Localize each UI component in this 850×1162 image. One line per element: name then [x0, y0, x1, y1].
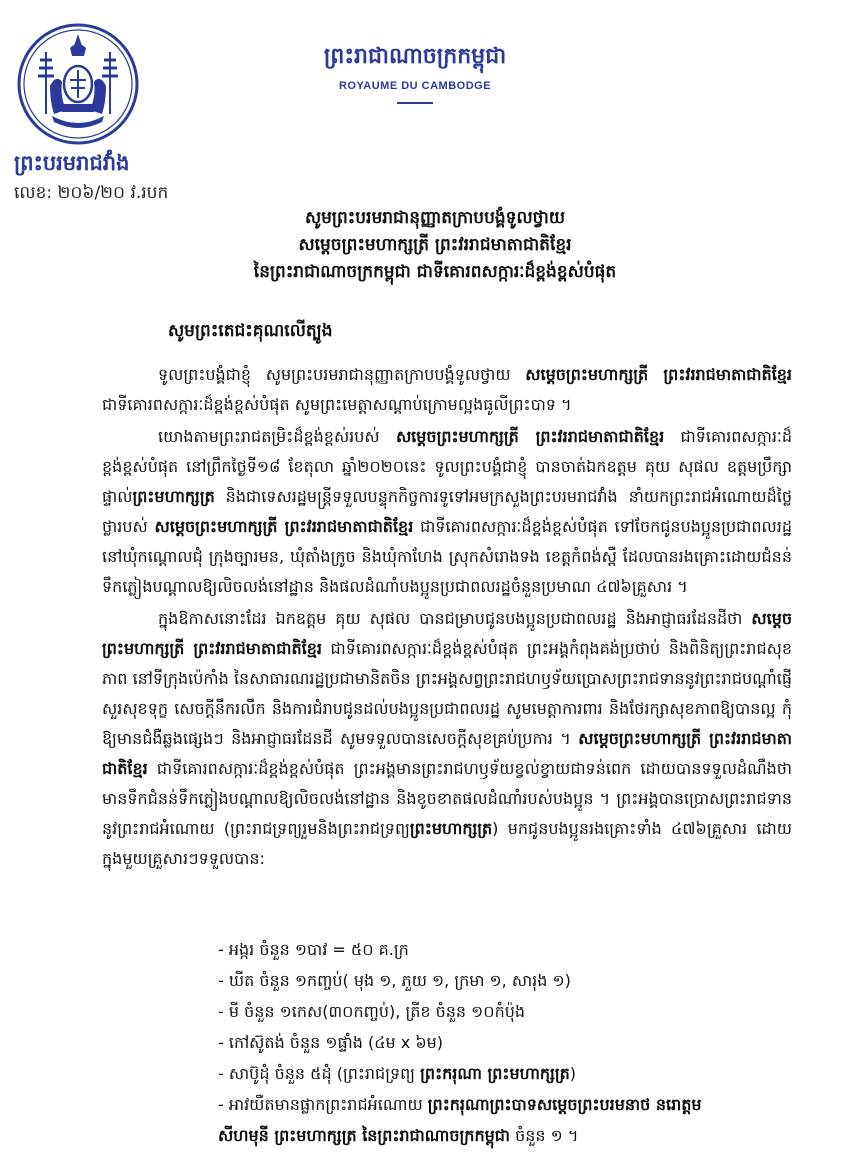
p2-bold-queen-title-2: សម្តេចព្រះមហាក្សត្រី ព្រះវររាជមាតាជាតិខ្មែរ [154, 517, 414, 536]
donation-items-list [218, 934, 798, 1151]
letter-title [90, 205, 780, 286]
p3-text-c: ជាទីគោរពសក្ការៈដ៏ខ្ពង់ខ្ពស់បំផុត ព្រះអង្គកំពុងគង់ប្រថាប់ និងពិនិត្យព្រះរាជសុខភាព នៅទីក្រុងប៉េកាំង នៃសាធារណរដ្ឋប្រជាមានិតចិន ព្រះអង្គសព្វព្រះរាជហឫទ័យប្រោសព្រះរាជទាននូវព្រះរាជបណ្តាំផ្ញើសួរសុខទុក្ខ សេចក្តីនឹករលឹក និងការជំរាបជូនដល់បងប្អូនប្រជាពលរដ្ឋ សូមមេត្តាការពារ និងថែរក្សាសុខភាពឱ្យបានល្អ កុំឱ្យមានជំងឺឆ្លងផ្សេងៗ និងអាជ្ញាធរដែនដី សូមទទួលបានសេចក្តីសុខគ្រប់ប្រការ ។ [102, 639, 793, 748]
paragraph-2 [102, 422, 792, 602]
item-soap-text: - សាប៊ូដុំ ចំនួន ៥ដុំ (ព្រះរាជទ្រព្យ [218, 1064, 421, 1083]
item-tshirt-text: - អាវយឺតមានផ្លាកព្រះរាជអំណោយ [218, 1095, 428, 1114]
letter-body [102, 360, 792, 876]
palace-name: ព្រះបរមរាជវាំង [14, 151, 130, 175]
kingdom-name-french: ROYAUME DU CAMBODGE [338, 80, 492, 92]
item-tshirt-count: ចំនួន ១ ។ [510, 1126, 579, 1145]
royal-seal-emblem [16, 22, 140, 146]
paragraph-3 [102, 604, 792, 874]
p2-text-e: និងជាទេសរដ្ឋមន្ត្រីទទួលបន្ទុកកិច្ចការទូទៅអមក្រសួងព្រះបរមរាជវាំង នាំយកព្រះរាជអំណោយដ៏ថ្លៃថ្លារបស់ [102, 487, 792, 536]
item-noodles-fish: - មី ចំនួន ១កេស(៣០កញ្ចប់), ត្រីខ ចំនួន ១០កំប៉ុង [218, 1002, 526, 1021]
item-kit: - ឃីត ចំនួន ១កញ្ចប់( មុង ១, ភួយ ១, ក្រមា ១, សារុង ១) [218, 971, 571, 990]
p2-text-a: យោងតាមព្រះរាជតម្រិះដ៏ខ្ពង់ខ្ពស់របស់ [158, 427, 396, 446]
p1-bold-queen-title: សម្តេចព្រះមហាក្សត្រី ព្រះវររាជមាតាជាតិខ្មែរ [525, 365, 793, 384]
item-soap-bold: ព្រះករុណា ព្រះមហាក្សត្រ [420, 1064, 570, 1083]
salutation: សូមព្រះតេជះគុណលើត្បូង [168, 321, 333, 341]
item-rice: - អង្ករ ចំនួន ១បាវ = ៥០ គ.ក្រ [218, 940, 409, 959]
p2-text-c: ជាទីគោរពសក្ការៈដ៏ខ្ពង់ខ្ពស់បំផុត នៅព្រឹកថ្ងៃទី១៨ ខែតុលា ឆ្នាំ២០២០នេះ ទូលព្រះបង្គំជាខ្ញុំ បានចាត់ឯកឧត្តម គុយ សុផល ឧត្តមប្រឹក្សាផ្ទាល់ [102, 427, 793, 506]
p2-bold-queen-title: សម្តេចព្រះមហាក្សត្រី ព្រះវររាជមាតាជាតិខ្មែរ [395, 427, 665, 446]
p2-bold-king: ព្រះមហាក្សត្រ [132, 487, 215, 506]
p3-bold-king: ព្រះមហាក្សត្រ [409, 819, 493, 838]
title-line-3: នៃព្រះរាជាណាចក្រកម្ពុជា ជាទីគោរពសក្ការៈដ៏ខ្ពង់ខ្ពស់បំផុត [253, 262, 617, 282]
p3-bold-queen-title-2: សម្តេចព្រះមហាក្សត្រី ព្រះវររាជមាតាជាតិខ្មែរ [102, 729, 792, 778]
kingdom-header [300, 42, 530, 104]
p3-text-a: ក្នុងឱកាសនោះដែរ ឯកឧត្តម គុយ សុផល បានជម្រាបជូនបងប្អូនប្រជាពលរដ្ឋ និងអាជ្ញាធរដែនដីថា [158, 609, 752, 628]
item-tarpaulin: - កៅស៊ូតង់ ចំនួន ១ផ្ទាំង (៤ម x ៦ម) [218, 1033, 444, 1052]
p1-text-a: ទូលព្រះបង្គំជាខ្ញុំ សូមព្រះបរមរាជានុញ្ញាតក្រាបបង្គំទូលថ្វាយ [158, 365, 526, 384]
item-tshirt-bold: ព្រះករុណាព្រះបាទសម្តេចព្រះបរមនាថ នរោត្តម [427, 1095, 702, 1114]
paragraph-1 [102, 360, 792, 420]
item-tshirt-bold-2: សីហមុនី ព្រះមហាក្សត្រ នៃព្រះរាជាណាចក្រកម្ពុជា [218, 1126, 510, 1145]
reference-number: លេខ: ២០៦/២០ វ.របក [14, 183, 169, 203]
kingdom-name-khmer: ព្រះរាជាណាចក្រកម្ពុជា [323, 44, 507, 69]
item-tshirt [218, 1089, 798, 1120]
item-soap-close: ) [569, 1064, 577, 1083]
header-divider [397, 102, 433, 104]
p1-text-c: ជាទីគោរពសក្ការៈដ៏ខ្ពង់ខ្ពស់បំផុត សូមព្រះមេត្តាសណ្តាប់ក្រោមល្អងធូលីព្រះបាទ ។ [102, 395, 572, 414]
p2-text-g: ជាទីគោរពសក្ការៈដ៏ខ្ពង់ខ្ពស់បំផុត ទៅចែកជូនបងប្អូនប្រជាពលរដ្ឋនៅឃុំកណ្តោលជុំ ក្រុងច្បារមន, ឃុំតាំងក្រូច និងឃុំកាហែង ស្រុកសំរោងទង ខេត្តកំពង់ស្ពឺ ដែលបានរងគ្រោះដោយជំនន់ទឹកភ្លៀងបណ្តាលឱ្យលិចលង់នៅដ្ឋាន និងផលដំណាំបងប្អូនប្រជាពលរដ្ឋចំនួនប្រមាណ ៤៧៦គ្រួសារ ។ [102, 517, 792, 596]
item-soap [218, 1058, 798, 1089]
p3-bold-queen-title: សម្តេចព្រះមហាក្សត្រី ព្រះវររាជមាតាជាតិខ្មែរ [102, 609, 792, 658]
p3-text-g: ) មកជូនបងប្អូនរងគ្រោះទាំង ៤៧៦គ្រួសារ ដោយក្នុងមួយគ្រួសារៗទទួលបាន: [102, 819, 792, 868]
title-line-1: សូមព្រះបរមរាជានុញ្ញាតក្រាបបង្គំទូលថ្វាយ [304, 208, 566, 228]
p3-text-e: ជាទីគោរពសក្ការៈដ៏ខ្ពង់ខ្ពស់បំផុត ព្រះអង្គមានព្រះរាជហឫទ័យខ្វល់ខ្វាយជាទន់ពេក ដោយបានទទួលដំណឹងថាមានទឹកជំនន់ទឹកភ្លៀងបណ្តាលឱ្យលិចលង់នៅដ្ឋាន និងខូចខាតផលដំណាំរបស់បងប្អូន ។ ព្រះអង្គបានប្រោសព្រះរាជទាននូវព្រះរាជអំណោយ (ព្រះរាជទ្រព្យរួមនិងព្រះរាជទ្រព្យ [102, 759, 792, 838]
title-line-2: សម្តេចព្រះមហាក្សត្រី ព្រះវររាជមាតាជាតិខ្មែរ [298, 235, 572, 255]
item-tshirt-continued [218, 1120, 798, 1151]
